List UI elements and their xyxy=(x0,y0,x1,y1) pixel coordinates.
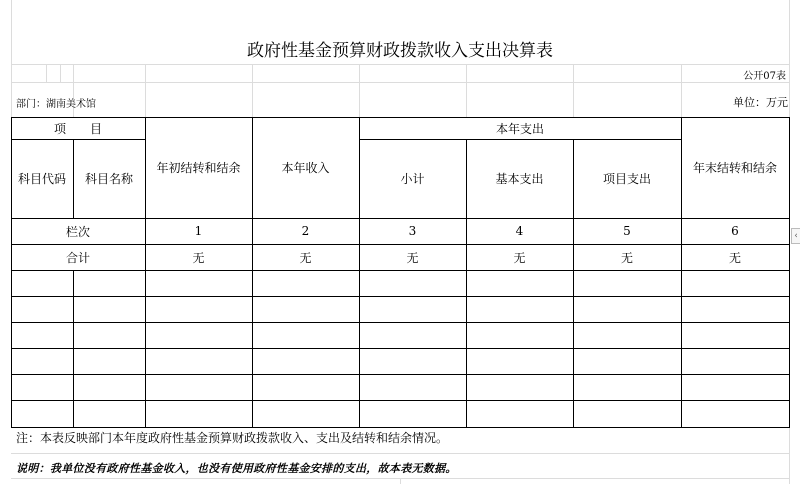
header-item-group: 项 目 xyxy=(53,121,102,136)
table-note: 注：本表反映部门本年度政府性基金预算财政拨款收入、支出及结转和结余情况。 xyxy=(16,431,449,445)
table-explanation: 说明：我单位没有政府性基金收入，也没有使用政府性基金安排的支出，故本表无数据。 xyxy=(16,462,457,475)
header-begin-balance: 年初结转和结余 xyxy=(156,161,241,175)
column-index-cell: 4 xyxy=(515,224,524,238)
header-income: 本年收入 xyxy=(281,161,330,175)
column-index-cell: 5 xyxy=(623,224,631,238)
column-index-cell: 6 xyxy=(731,224,739,238)
header-subject-code: 科目代码 xyxy=(17,172,66,186)
header-expense-group: 本年支出 xyxy=(495,121,544,136)
column-index-cell: 2 xyxy=(301,224,310,238)
header-project-expense: 项目支出 xyxy=(602,172,651,186)
total-cell: 无 xyxy=(620,250,633,265)
header-end-balance: 年末结转和结余 xyxy=(692,161,777,175)
total-row-label: 合计 xyxy=(65,250,90,265)
total-cell: 无 xyxy=(192,250,205,265)
header-basic-expense: 基本支出 xyxy=(495,172,544,186)
total-cell: 无 xyxy=(406,250,419,265)
total-cell: 无 xyxy=(728,250,741,265)
department-label: 部门：湖南美术馆 xyxy=(16,99,96,110)
header-subject-name: 科目名称 xyxy=(84,172,133,186)
total-cell: 无 xyxy=(299,250,312,265)
header-subtotal: 小计 xyxy=(400,172,425,186)
column-index-cell: 1 xyxy=(194,224,203,238)
column-index-label: 栏次 xyxy=(65,224,90,239)
form-code: 公开07表 xyxy=(743,71,786,82)
total-cell: 无 xyxy=(513,250,526,265)
column-index-cell: 3 xyxy=(408,224,417,238)
panel-collapse-handle[interactable]: ‹ xyxy=(791,228,800,244)
unit-label: 单位：万元 xyxy=(733,96,788,109)
report-title: 政府性基金预算财政拨款收入支出决算表 xyxy=(247,41,553,61)
